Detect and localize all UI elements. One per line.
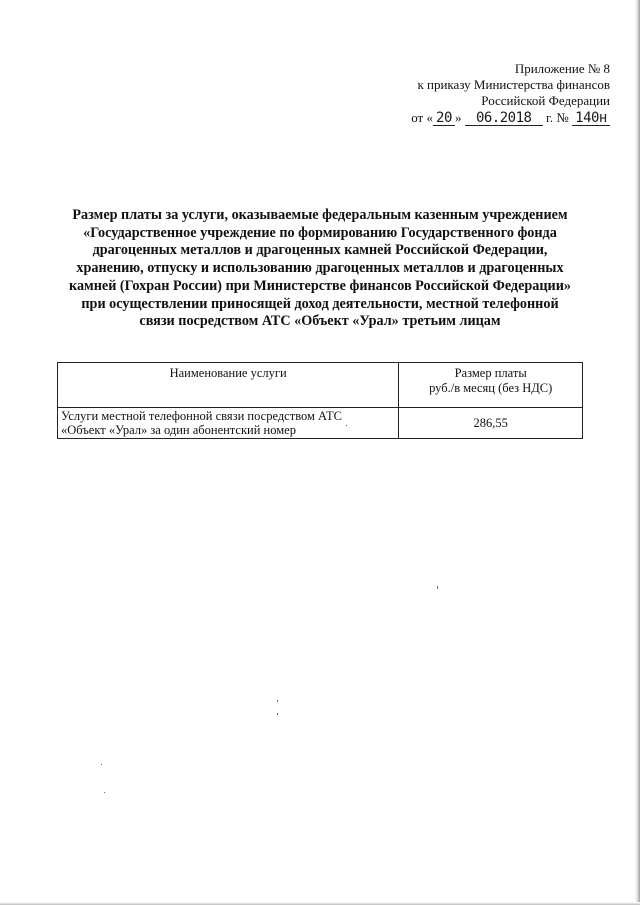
order-day: 20 — [433, 111, 455, 126]
scan-speck — [104, 792, 105, 793]
order-number-label: г. № — [545, 110, 569, 125]
order-number: 140н — [572, 111, 610, 126]
title-line-4: хранению, отпуску и использованию драгоценных металлов и драгоценных — [76, 260, 564, 277]
header-service-name — [58, 363, 399, 408]
table-header-row — [58, 363, 583, 408]
fee-table — [57, 362, 583, 439]
scan-speck — [346, 425, 347, 426]
order-day-close: » — [454, 110, 462, 125]
document-title — [55, 207, 585, 331]
header-price — [399, 363, 583, 408]
order-date-line — [400, 110, 610, 126]
appendix-number: Приложение № 8 — [514, 61, 610, 76]
service-line-1: Услуги местной телефонной связи посредством АТС — [61, 409, 342, 423]
page-edge-shadow — [635, 0, 640, 905]
header-service-label: Наименование услуги — [169, 366, 287, 380]
price-cell: 286,55 — [399, 408, 583, 439]
ministry-country: Российской Федерации — [481, 93, 610, 108]
scan-speck — [101, 764, 102, 765]
scan-speck — [277, 700, 278, 702]
scan-speck — [437, 586, 438, 589]
scan-speck — [277, 713, 278, 715]
title-line-5: камней (Гохран России) при Министерстве финансов Российской Федерации» — [69, 277, 571, 294]
title-line-1: Размер платы за услуги, оказываемые федеральным казенным учреждением — [72, 207, 568, 223]
header-price-unit: руб./в месяц (без НДС) — [429, 381, 553, 395]
title-line-3: драгоценных металлов и драгоценных камней Российской Федерации, — [92, 242, 548, 259]
header-price-label: Размер платы — [454, 366, 527, 380]
order-prefix: от « — [411, 110, 433, 125]
table-row — [58, 408, 583, 439]
service-line-2: «Объект «Урал» за один абонентский номер — [61, 423, 296, 437]
service-cell — [58, 408, 399, 439]
order-reference: к приказу Министерства финансов — [417, 77, 610, 92]
order-date: 06.2018 — [465, 111, 543, 126]
title-line-6: при осуществлении приносящей доход деятельности, местной телефонной — [81, 295, 559, 312]
title-line-7: связи посредством АТС «Объект «Урал» третьим лицам — [139, 313, 501, 330]
appendix-header — [400, 61, 610, 126]
title-line-2: «Государственное учреждение по формированию Государственного фонда — [83, 224, 557, 241]
